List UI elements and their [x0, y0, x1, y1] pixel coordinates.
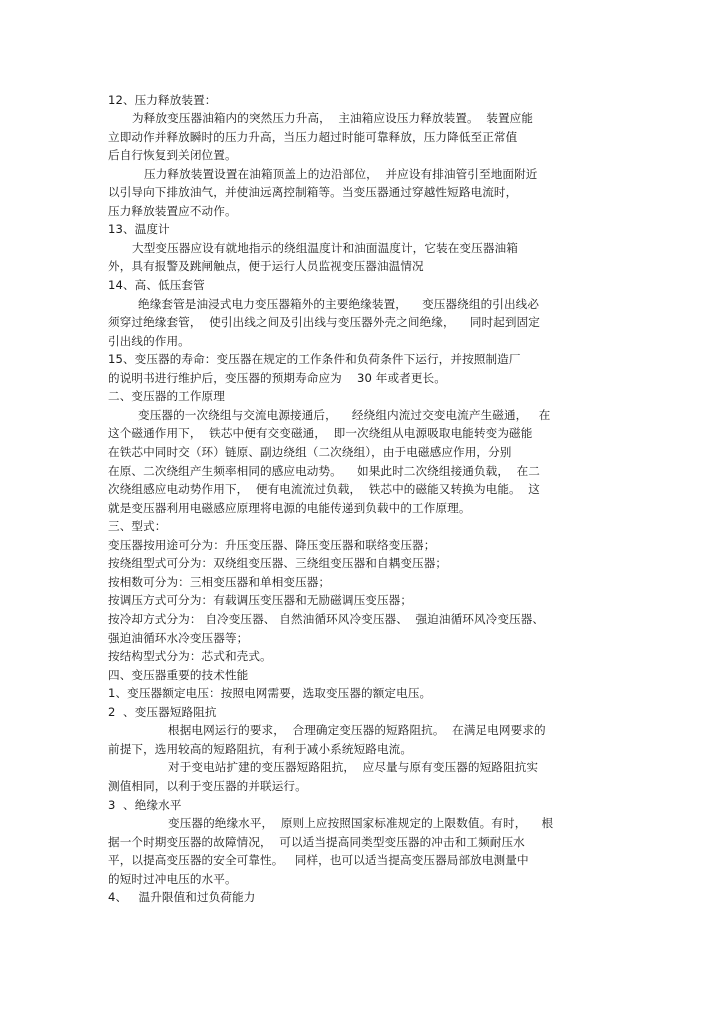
list-line: 按结构型式分为：芯式和壳式。 — [108, 649, 272, 663]
heading-temperature-rise: 4、 温升限值和过负荷能力 — [108, 890, 256, 904]
paragraph-line: 在原、二次绕组产生频率相同的感应电动势。 如果此时二次绕组接通负载， 在二 — [108, 464, 540, 478]
paragraph-line: 压力释放装置应不动作。 — [108, 204, 237, 218]
paragraph-line: 外，具有报警及跳闸触点，便于运行人员监视变压器油温情况 — [108, 259, 424, 273]
paragraph-line: 测值相同，以利于变压器的并联运行。 — [108, 779, 307, 793]
paragraph-line: 绝缘套管是油浸式电力变压器箱外的主要绝缘装置， 变压器绕组的引出线必 — [138, 297, 540, 311]
paragraph-line: 据一个时期变压器的故障情况， 可以适当提高同类型变压器的冲击和工频耐压水 — [108, 835, 525, 849]
section-heading-performance: 四、变压器重要的技术性能 — [108, 668, 249, 682]
paragraph-line: 对于变电站扩建的变压器短路阻抗， 应尽量与原有变压器的短路阻抗实 — [168, 760, 539, 774]
paragraph-line: 后自行恢复到关闭位置。 — [108, 148, 237, 162]
list-line: 按调压方式可分为：有载调压变压器和无励磁调压变压器； — [108, 593, 413, 607]
paragraph-line: 须穿过绝缘套管， 使引出线之间及引出线与变压器外壳之间绝缘， 同时起到固定 — [108, 315, 540, 329]
list-line: 变压器按用途可分为：升压变压器、降压变压器和联络变压器； — [108, 538, 436, 552]
heading-bushings: 14、高、低压套管 — [108, 278, 205, 292]
list-line: 按相数可分为：三相变压器和单相变压器； — [108, 575, 331, 589]
paragraph-line: 变压器的绝缘水平， 原则上应按照国家标准规定的上限数值。有时， 根 — [168, 816, 554, 830]
paragraph-line: 这个磁通作用下， 铁芯中便有交变磁通， 即一次绕组从电源吸取电能转变为磁能 — [108, 426, 533, 440]
paragraph-line: 就是变压器利用电磁感应原理将电源的电能传递到负载中的工作原理。 — [108, 501, 471, 515]
paragraph-line: 的短时过冲电压的水平。 — [108, 872, 237, 886]
paragraph-line: 大型变压器应设有就地指示的绕组温度计和油面温度计，它装在变压器油箱 — [132, 241, 518, 255]
heading-pressure-relief: 12、压力释放装置： — [108, 93, 217, 107]
paragraph-line: 引出线的作用。 — [108, 334, 190, 348]
list-line: 按绕组型式可分为：双绕组变压器、三绕组变压器和自耦变压器； — [108, 556, 448, 570]
paragraph-line: 在铁芯中同时交（环）链原、副边绕组（二次绕组），由于电磁感应作用，分别 — [108, 445, 512, 459]
paragraph-line: 前提下，选用较高的短路阻抗，有利于减小系统短路电流。 — [108, 742, 413, 756]
paragraph-line: 平，以提高变压器的安全可靠性。 同样，也可以适当提高变压器局部放电测量中 — [108, 853, 529, 867]
section-heading-working-principle: 二、变压器的工作原理 — [108, 389, 225, 403]
list-line: 按冷却方式分为： 自冷变压器、 自然油循环风冷变压器、 强迫油循环风冷变压器、 — [108, 612, 545, 626]
paragraph-line: 的说明书进行维护后，变压器的预期寿命应为 30 年或者更长。 — [108, 371, 446, 385]
paragraph-line: 以引导向下排放油气，并使油远离控制箱等。当变压器通过穿越性短路电流时， — [108, 185, 518, 199]
paragraph-line: 为释放变压器油箱内的突然压力升高， 主油箱应设压力释放装置。 装置应能 — [132, 111, 534, 125]
paragraph-line: 次绕组感应电动势作用下， 便有电流流过负载， 铁芯中的磁能又转换为电能。 这 — [108, 482, 540, 496]
section-heading-types: 三、型式： — [108, 519, 167, 533]
list-line: 强迫油循环水冷变压器等； — [108, 631, 249, 645]
paragraph-line: 压力释放装置设置在油箱顶盖上的边沿部位， 并应设有排油管引至地面附近 — [144, 167, 538, 181]
paragraph-line: 根据电网运行的要求， 合理确定变压器的短路阻抗。 在满足电网要求的 — [168, 723, 546, 737]
heading-thermometer: 13、温度计 — [108, 222, 170, 236]
heading-insulation-level: 3 、绝缘水平 — [108, 798, 182, 812]
paragraph-line: 变压器的一次绕组与交流电源接通后， 经绕组内流过交变电流产生磁通， 在 — [138, 408, 551, 422]
paragraph-line: 1、变压器额定电压：按照电网需要，选取变压器的额定电压。 — [108, 686, 432, 700]
paragraph-line: 15、变压器的寿命：变压器在规定的工作条件和负荷条件下运行，并按照制造厂 — [108, 352, 521, 366]
paragraph-line: 立即动作并释放瞬时的压力升高，当压力超过时能可靠释放，压力降低至正常值 — [108, 130, 518, 144]
heading-short-circuit-impedance: 2 、变压器短路阻抗 — [108, 705, 217, 719]
